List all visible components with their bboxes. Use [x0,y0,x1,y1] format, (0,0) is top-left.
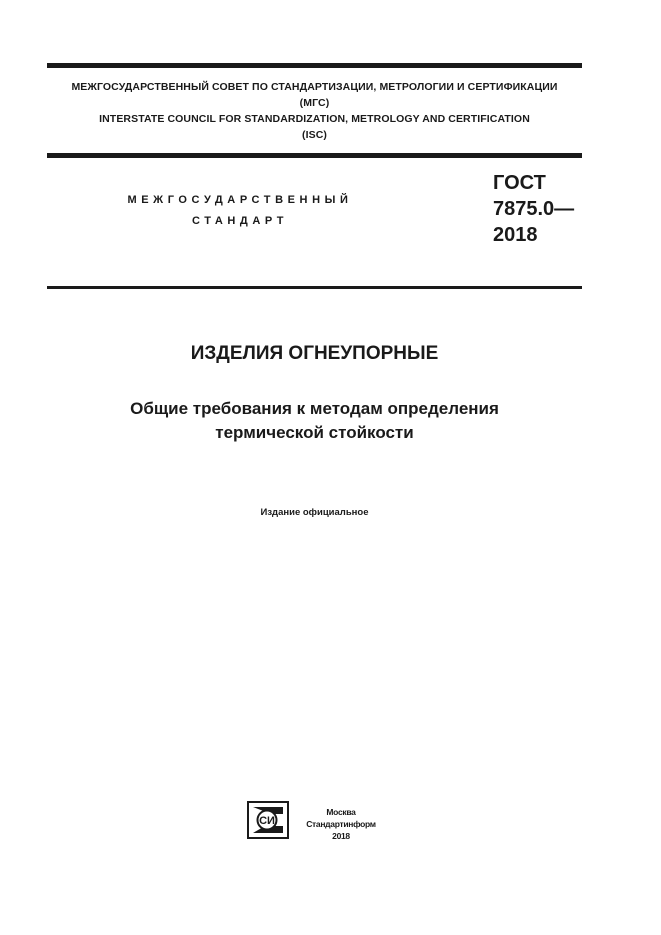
document-title: ИЗДЕЛИЯ ОГНЕУПОРНЫЕ [190,343,439,364]
subtitle-line1: Общие требования к методам определения [130,399,499,418]
council-en-line1: INTERSTATE COUNCIL FOR STANDARDIZATION, METROLOGY AND CERTIFICATION [99,113,530,125]
council-header-en [47,111,582,143]
publisher-name: Стандартинформ [306,819,376,829]
edition-note: Издание официальное [260,507,369,518]
gost-number: 7875.0— [493,198,575,220]
designation-bottom-rule [47,286,582,289]
standard-kind [60,190,420,232]
gost-designation [493,170,574,248]
gost-year: 2018 [493,224,538,246]
council-en-abbr: (ISC) [302,129,327,141]
council-ru-abbr: (МГС) [299,97,330,109]
standartinform-logo-icon [247,801,289,839]
publisher-city: Москва [326,807,356,817]
svg-text:СИ: СИ [259,815,275,827]
standard-kind-line2: СТАНДАРТ [191,215,289,227]
publisher-imprint [296,806,386,842]
top-rule [47,63,582,68]
publisher-year: 2018 [332,831,350,841]
subtitle-line2: термической стойкости [215,423,414,442]
council-header [47,79,582,111]
standard-kind-line1: МЕЖГОСУДАРСТВЕННЫЙ [127,194,353,206]
council-ru-line1: МЕЖГОСУДАРСТВЕННЫЙ СОВЕТ ПО СТАНДАРТИЗАЦИИ, МЕТРОЛОГИИ И СЕРТИФИКАЦИИ [71,81,558,93]
header-bottom-rule [47,153,582,158]
document-subtitle [47,397,582,445]
gost-prefix: ГОСТ [493,172,546,194]
